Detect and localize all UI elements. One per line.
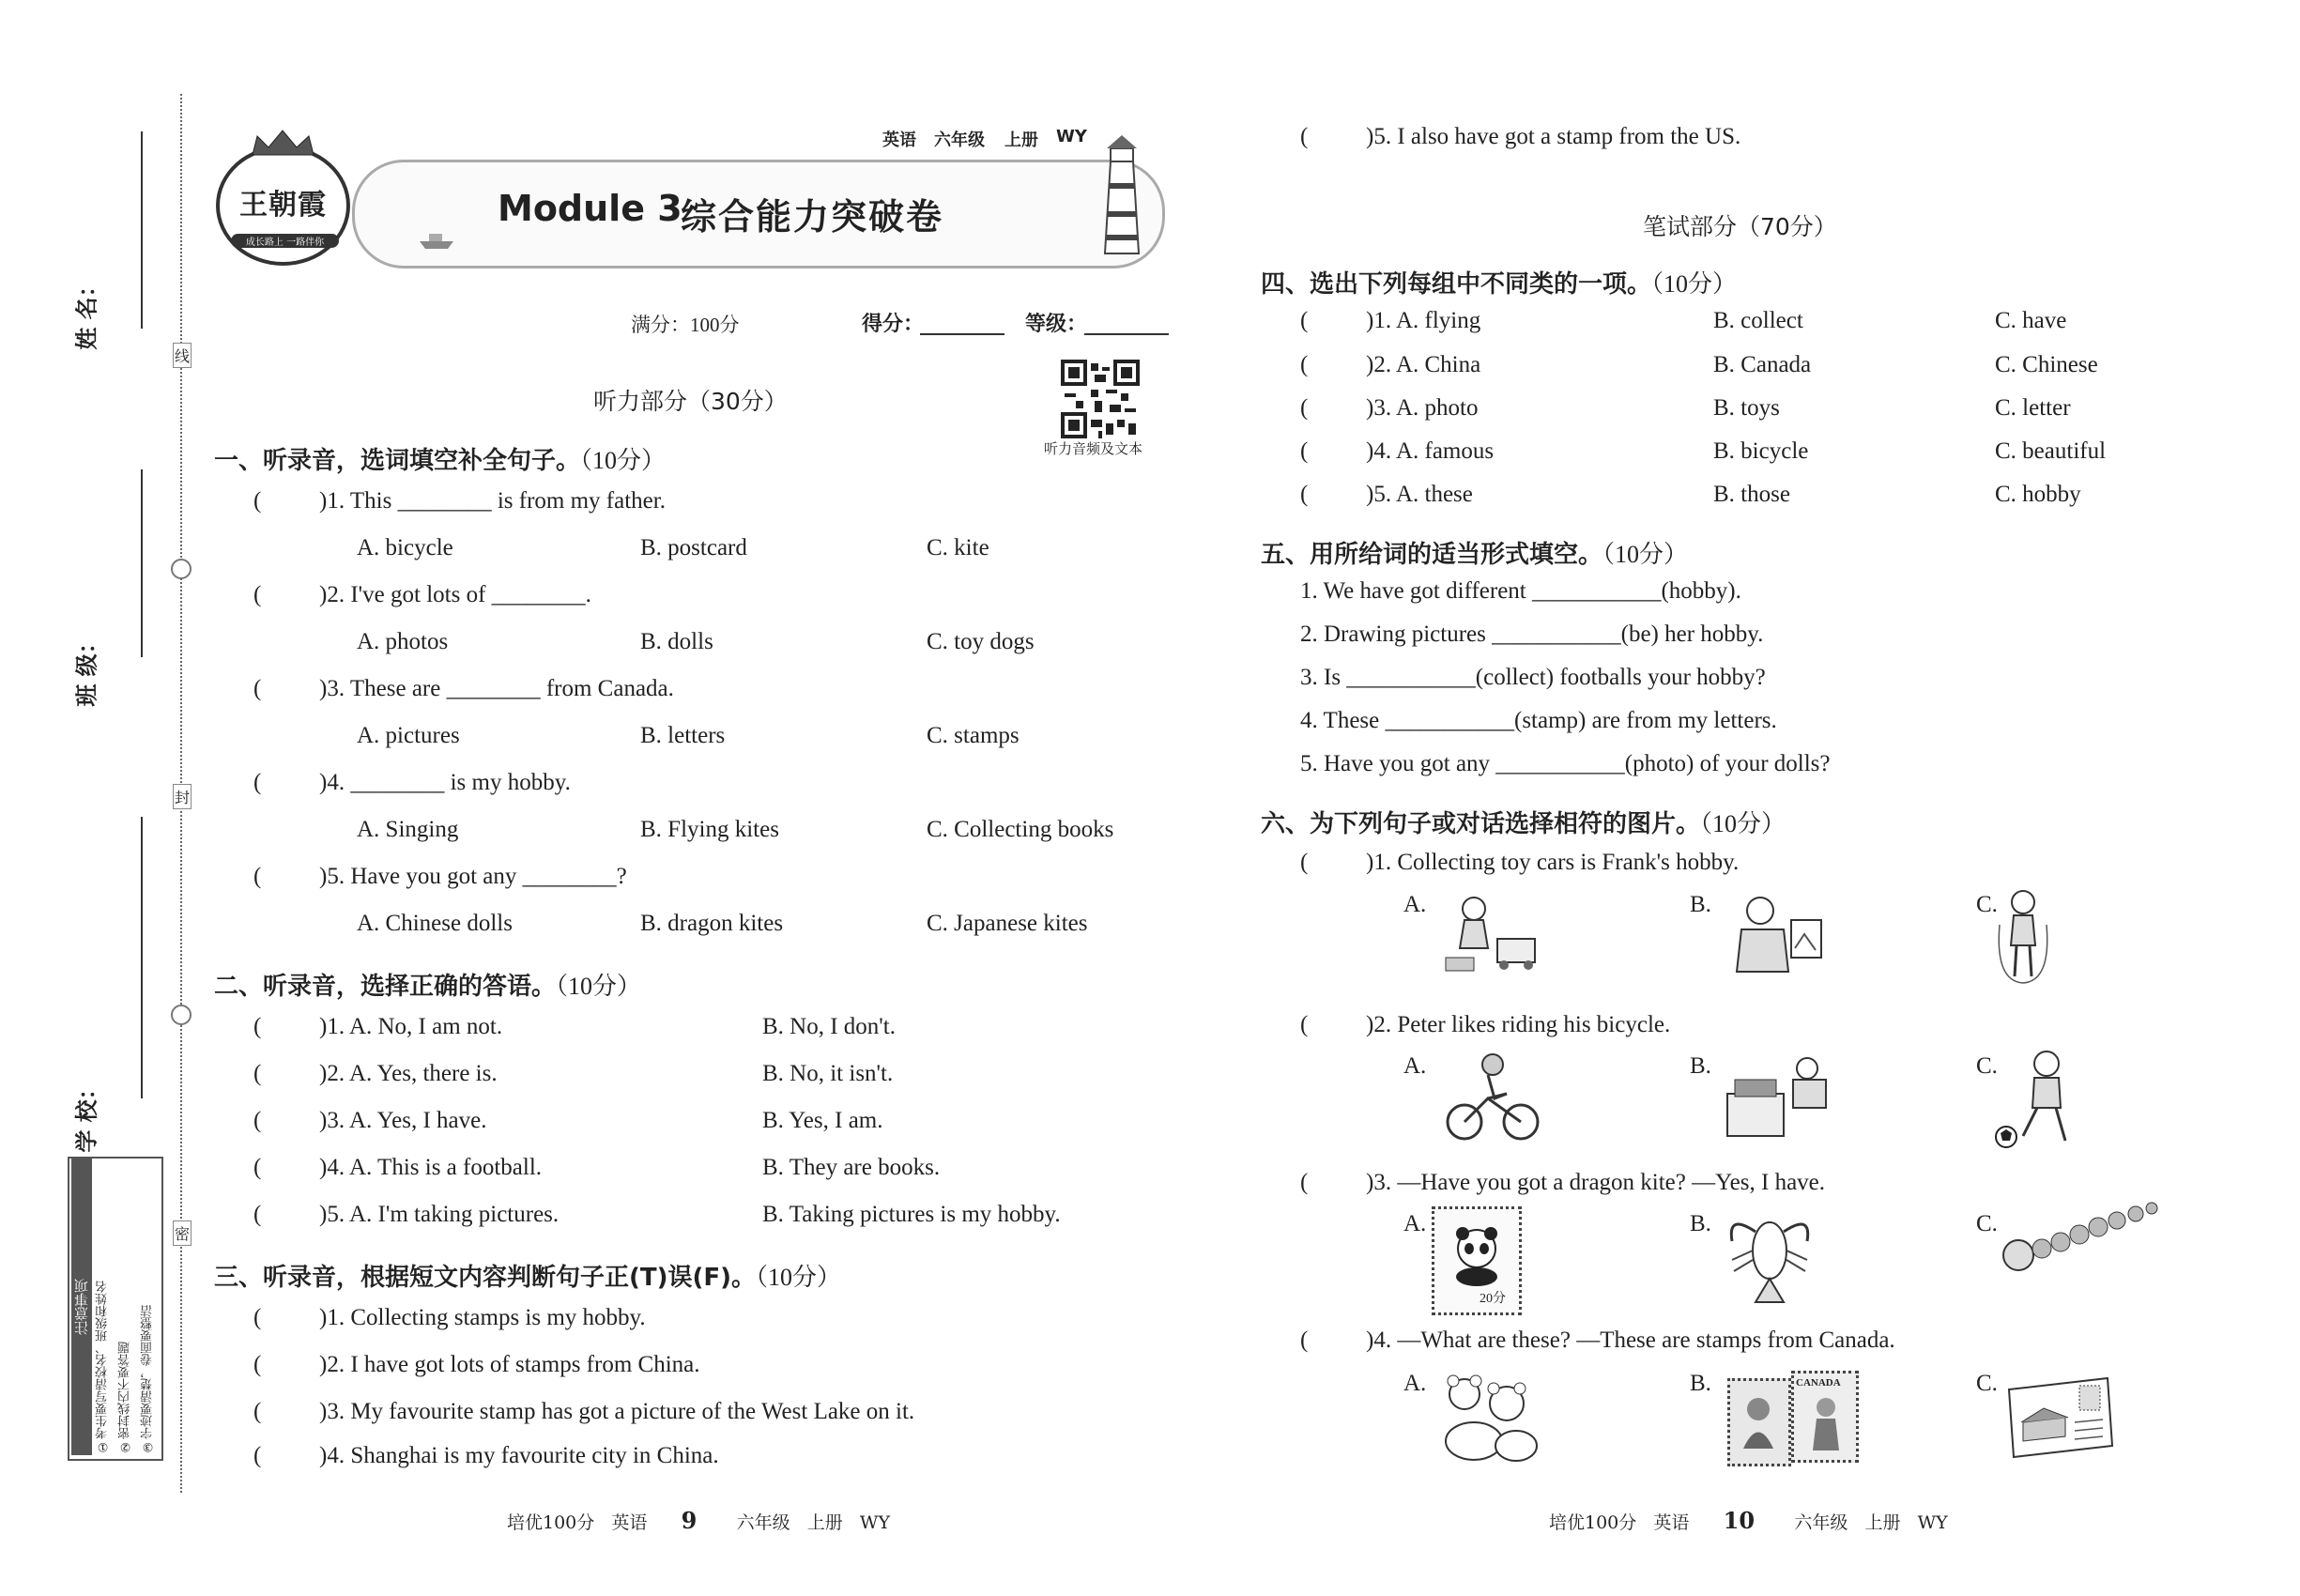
panda-icon (1444, 1220, 1510, 1286)
meta-grade: 六年级 (934, 130, 985, 150)
notice-item-3: ③字迹要清楚，卷面要整洁 (141, 1305, 155, 1453)
answer-paren[interactable]: ( (253, 1443, 262, 1468)
s1-q5: )5. Have you got any ________? (319, 864, 627, 889)
s5-q4: 4. These ___________(stamp) are from my letters. (1300, 708, 1777, 733)
s4-q3-a: )3. A. photo (1366, 395, 1479, 421)
figure-icon (1807, 1394, 1845, 1450)
section-1-heading: 一、听录音，选词填空补全句子。 (214, 447, 581, 475)
s4-q1-b: B. collect (1713, 308, 1803, 333)
stamp-left (1727, 1378, 1791, 1466)
answer-paren[interactable]: ( (253, 1202, 262, 1227)
answer-paren[interactable]: ( (253, 1352, 262, 1377)
stamp-value: 20分 (1480, 1292, 1506, 1306)
answer-paren[interactable]: ( (1300, 482, 1309, 507)
notice-item-1: ①考生要写清校名、班级和姓名 (96, 1281, 110, 1453)
s4-q3-b: B. toys (1713, 395, 1780, 421)
name-field-label: 姓 名： (73, 274, 100, 350)
s1-q2-opt-c: C. toy dogs (927, 629, 1035, 654)
s3-q1: )1. Collecting stamps is my hobby. (319, 1305, 646, 1330)
s5-q5: 5. Have you got any ___________(photo) of your dolls? (1300, 751, 1831, 776)
s3-q2: )2. I have got lots of stamps from China. (319, 1352, 700, 1377)
teddy-bears-picture[interactable] (1432, 1366, 1544, 1465)
s3-q4: )4. Shanghai is my favourite city in China. (319, 1443, 719, 1468)
answer-paren[interactable]: ( (253, 582, 262, 607)
s1-q2-opt-b: B. dolls (640, 629, 713, 654)
s1-q4: )4. ________ is my hobby. (319, 770, 571, 795)
canada-stamps-picture[interactable] (1727, 1371, 1859, 1465)
answer-paren[interactable]: ( (1300, 850, 1309, 875)
cut-mark-mi: 密 (173, 1220, 192, 1246)
s6-q1-label-b: B. (1690, 892, 1711, 917)
s2-q1-b: B. No, I don't. (762, 1014, 897, 1039)
answer-paren[interactable]: ( (253, 1108, 262, 1133)
answer-paren[interactable]: ( (253, 1155, 262, 1180)
s6-q2-label-a: A. (1403, 1053, 1427, 1079)
s1-q4-opt-c: C. Collecting books (927, 817, 1114, 842)
section-6-heading: 六、为下列句子或对话选择相符的图片。 (1261, 810, 1701, 838)
qr-code-icon[interactable] (1061, 360, 1140, 438)
ship-icon (418, 230, 455, 251)
section-3-points: （10分） (756, 1264, 842, 1291)
footer-grade: 六年级 (1794, 1512, 1848, 1533)
s1-q5-opt-c: C. Japanese kites (927, 911, 1088, 936)
section-2-title (214, 967, 641, 1002)
section-6-points: （10分） (1700, 810, 1786, 837)
s6-q3-label-b: B. (1690, 1211, 1711, 1236)
footer-term: 上册 (1864, 1512, 1901, 1533)
school-field-label: 学 校： (73, 1077, 100, 1153)
page-number: 10 (1723, 1507, 1756, 1534)
panda-stamp-picture[interactable] (1432, 1206, 1522, 1315)
section-2-points: （10分） (556, 973, 642, 1000)
s4-q1-a: )1. A. flying (1366, 308, 1481, 333)
s4-q5-b: B. those (1713, 482, 1790, 507)
brand-logo (216, 146, 350, 266)
listening-part-title: 听力部分（30分） (593, 388, 788, 415)
boy-with-toy-cars-picture[interactable] (1436, 892, 1549, 981)
stamp-country: CANADA (1796, 1377, 1841, 1389)
s6-q1-label-c: C. (1976, 892, 1998, 917)
section-1-points: （10分） (580, 447, 667, 474)
s4-q2-b: B. Canada (1713, 352, 1812, 377)
notice-title: 注意事项 (71, 1159, 92, 1455)
grade-label: 等级： (1025, 313, 1088, 336)
s2-q1-a: )1. A. No, I am not. (319, 1014, 503, 1039)
s1-q5-opt-b: B. dragon kites (640, 911, 784, 936)
left-footer (507, 1507, 890, 1534)
s1-q3-opt-b: B. letters (640, 723, 726, 748)
answer-paren[interactable]: ( (1300, 352, 1309, 377)
writing-part-title: 笔试部分（70分） (1643, 213, 1837, 240)
footer-book: 培优100分 (507, 1512, 595, 1533)
s1-q3-opt-a: A. pictures (357, 723, 460, 748)
s6-q4-label-a: A. (1403, 1371, 1427, 1396)
answer-paren[interactable]: ( (253, 1399, 262, 1424)
meta-subject: 英语 (882, 130, 916, 150)
postcard-with-building-picture[interactable] (1995, 1371, 2117, 1465)
answer-paren[interactable]: ( (1300, 308, 1309, 333)
module-title: Module 3 (498, 188, 682, 229)
s6-q2: )2. Peter likes riding his bicycle. (1366, 1012, 1671, 1037)
answer-paren[interactable]: ( (1300, 1170, 1309, 1195)
section-5-title (1261, 535, 1688, 570)
header-banner (207, 122, 1183, 272)
s5-q3: 3. Is ___________(collect) footballs your hobby? (1300, 665, 1766, 690)
brand-name: 王朝霞 (239, 189, 327, 222)
s2-q2-a: )2. A. Yes, there is. (319, 1061, 498, 1086)
class-field-label: 班 级： (73, 631, 100, 707)
s2-q5-a: )5. A. I'm taking pictures. (319, 1202, 560, 1227)
s6-q4-label-b: B. (1690, 1371, 1711, 1396)
answer-paren[interactable]: ( (1300, 1012, 1309, 1037)
right-footer (1549, 1507, 1948, 1534)
s1-q4-opt-b: B. Flying kites (640, 817, 779, 842)
brand-tagline: 成长路上 一路伴你 (231, 234, 339, 248)
footer-book: 培优100分 (1549, 1512, 1637, 1533)
answer-paren[interactable]: ( (253, 488, 262, 514)
answer-paren[interactable]: ( (1300, 438, 1309, 464)
answer-paren[interactable]: ( (253, 1014, 262, 1039)
answer-paren[interactable]: ( (253, 864, 262, 889)
name-field-line[interactable] (141, 131, 143, 329)
s1-q2: )2. I've got lots of ________. (319, 582, 591, 607)
s4-q5-a: )5. A. these (1366, 482, 1473, 507)
s3-q5: )5. I also have got a stamp from the US. (1366, 124, 1741, 149)
s2-q4-b: B. They are books. (762, 1155, 941, 1180)
s1-q5-opt-a: A. Chinese dolls (357, 911, 513, 936)
page-number: 9 (681, 1507, 698, 1534)
s2-q4-a: )4. A. This is a football. (319, 1155, 543, 1180)
dragon-kite-picture[interactable] (1990, 1197, 2159, 1281)
score-label: 得分： (862, 313, 925, 336)
paper-title: 综合能力突破卷 (681, 196, 944, 238)
grade-field[interactable] (1084, 333, 1169, 335)
binding-sidebar (56, 94, 197, 1493)
s1-q1-opt-b: B. postcard (640, 535, 747, 560)
score-field[interactable] (920, 333, 1004, 335)
footer-grade: 六年级 (736, 1512, 790, 1533)
s6-q4-label-c: C. (1976, 1371, 1998, 1396)
footer-version: WY (1917, 1512, 1948, 1533)
answer-paren[interactable]: ( (253, 1305, 262, 1330)
s1-q1-opt-a: A. bicycle (357, 535, 453, 560)
s4-q2-a: )2. A. China (1366, 352, 1481, 377)
section-2-heading: 二、听录音，选择正确的答语。 (214, 973, 557, 1001)
s2-q2-b: B. No, it isn't. (762, 1061, 894, 1086)
crown-icon (248, 129, 318, 157)
full-score: 满分：100分 (631, 314, 740, 336)
section-5-points: （10分） (1602, 541, 1689, 568)
s4-q1-c: C. have (1995, 308, 2067, 333)
section-3-heading: 三、听录音，根据短文内容判断句子正(T)误(F)。 (214, 1264, 757, 1292)
section-3-title (214, 1258, 841, 1293)
footer-subject: 英语 (611, 1512, 648, 1533)
answer-paren[interactable]: ( (253, 676, 262, 701)
s2-q5-b: B. Taking pictures is my hobby. (762, 1202, 1061, 1227)
lighthouse-icon (1084, 130, 1159, 261)
class-field-line[interactable] (141, 469, 143, 657)
s2-q3-b: B. Yes, I am. (762, 1108, 883, 1133)
answer-paren[interactable]: ( (1300, 395, 1309, 421)
s6-q3-label-a: A. (1403, 1211, 1427, 1236)
s4-q4-b: B. bicycle (1713, 438, 1809, 464)
section-5-heading: 五、用所给词的适当形式填空。 (1261, 541, 1603, 569)
s1-q3-opt-c: C. stamps (927, 723, 1020, 748)
stamp-right (1791, 1371, 1859, 1463)
notice-box (68, 1157, 163, 1461)
section-6-title (1261, 805, 1786, 839)
s6-q4: )4. —What are these? —These are stamps from Canada. (1366, 1327, 1895, 1353)
school-field-line[interactable] (141, 817, 143, 1098)
answer-paren[interactable]: ( (1300, 124, 1309, 149)
notice-item-2: ②密封线内不要答题 (118, 1342, 132, 1453)
s4-q5-c: C. hobby (1995, 482, 2081, 507)
s1-q1-opt-c: C. kite (927, 535, 989, 560)
section-4-heading: 四、选出下列每组中不同类的一项。 (1261, 270, 1652, 299)
footer-term: 上册 (806, 1512, 843, 1533)
s1-q3: )3. These are ________ from Canada. (319, 676, 674, 701)
s3-q3: )3. My favourite stamp has got a picture of the West Lake on it. (319, 1399, 915, 1424)
lobster-picture[interactable] (1713, 1204, 1826, 1307)
ring-hole-1 (171, 559, 192, 579)
s4-q3-c: C. letter (1995, 395, 2071, 421)
s6-q3: )3. —Have you got a dragon kite? —Yes, I have. (1366, 1170, 1826, 1195)
section-1-title (214, 441, 666, 476)
cut-mark-feng: 封 (173, 784, 192, 809)
boy-riding-bicycle-picture[interactable] (1436, 1051, 1549, 1145)
section-4-title (1261, 265, 1737, 299)
s4-q2-c: C. Chinese (1995, 352, 2098, 377)
boy-skipping-rope-picture[interactable] (1990, 887, 2056, 986)
section-4-points: （10分） (1651, 270, 1738, 298)
s6-q1: )1. Collecting toy cars is Frank's hobby. (1366, 850, 1740, 875)
s6-q2-label-b: B. (1690, 1053, 1711, 1079)
s4-q4-a: )4. A. famous (1366, 438, 1495, 464)
answer-paren[interactable]: ( (1300, 1327, 1309, 1353)
boy-playing-football-picture[interactable] (1986, 1047, 2089, 1150)
s1-q2-opt-a: A. photos (357, 629, 449, 654)
footer-version: WY (859, 1512, 890, 1533)
meta-version: WY (1056, 127, 1087, 146)
boy-with-toy-box-picture[interactable] (1718, 1051, 1835, 1145)
boy-painting-picture[interactable] (1718, 892, 1831, 981)
footer-subject: 英语 (1653, 1512, 1690, 1533)
s5-q2: 2. Drawing pictures ___________(be) her hobby. (1300, 622, 1764, 647)
s2-q3-a: )3. A. Yes, I have. (319, 1108, 487, 1133)
s6-q2-label-c: C. (1976, 1053, 1998, 1079)
cut-mark-xian: 线 (173, 343, 192, 368)
s4-q4-c: C. beautiful (1995, 438, 2107, 464)
qr-caption: 听力音频及文本 (1044, 440, 1143, 457)
ring-hole-2 (171, 1005, 192, 1025)
s5-q1: 1. We have got different ___________(hobby). (1300, 578, 1741, 604)
answer-paren[interactable]: ( (253, 770, 262, 795)
queen-portrait-icon (1740, 1392, 1777, 1449)
answer-paren[interactable]: ( (253, 1061, 262, 1086)
s1-q1: )1. This ________ is from my father. (319, 488, 666, 514)
s6-q3-label-c: C. (1976, 1211, 1998, 1236)
meta-term: 上册 (1004, 130, 1038, 150)
s1-q4-opt-a: A. Singing (357, 817, 459, 842)
s6-q1-label-a: A. (1403, 892, 1427, 917)
